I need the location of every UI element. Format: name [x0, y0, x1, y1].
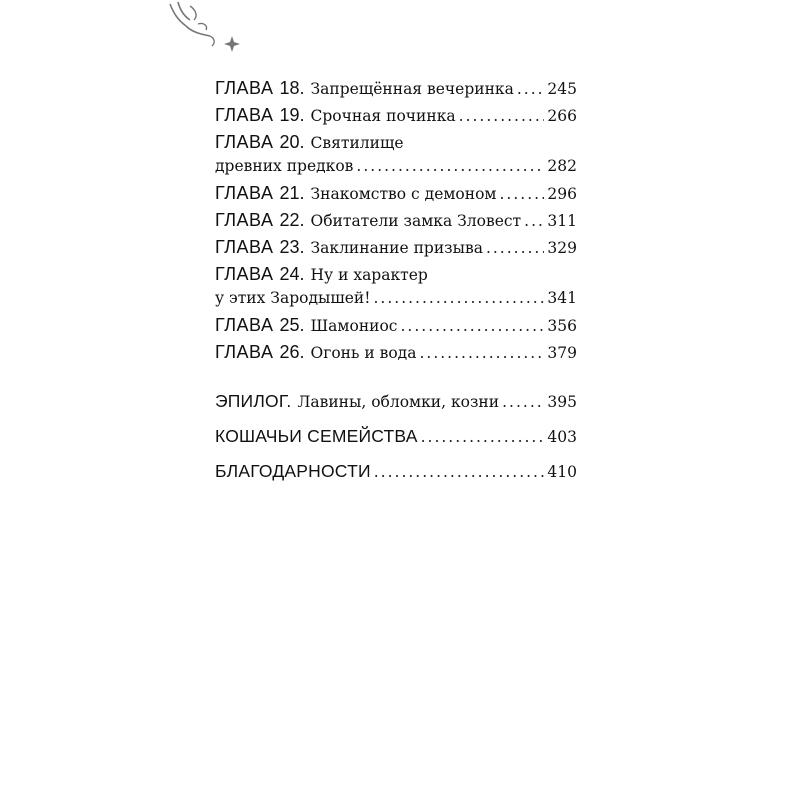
page-number: 296: [547, 185, 577, 203]
toc-chapter-entry: [215, 235, 577, 262]
chapter-number: 19.: [279, 105, 305, 125]
chapter-title: Запрещённая вечеринка: [310, 80, 514, 98]
leader-dots: [401, 314, 545, 338]
page-number: 403: [547, 428, 577, 446]
chapter-word: ГЛАВА: [215, 264, 274, 284]
toc-chapter-entry: [215, 181, 577, 208]
page-number: 379: [547, 344, 577, 362]
leader-dots: [356, 154, 544, 178]
section-subtitle: Лавины, обломки, козни: [297, 393, 500, 411]
chapter-word: ГЛАВА: [215, 183, 274, 203]
page-number: 341: [547, 289, 577, 307]
toc-section-entry: [215, 459, 577, 494]
chapter-title: у этих Зародышей!: [215, 289, 371, 307]
leader-dots: [517, 77, 545, 101]
page-number: 245: [547, 80, 577, 98]
chapter-word: ГЛАВА: [215, 210, 274, 230]
page-number: 282: [547, 157, 577, 175]
page-number: 395: [547, 393, 577, 411]
toc-section-entry: [215, 389, 577, 424]
chapter-word: ГЛАВА: [215, 342, 274, 362]
page-number: 266: [547, 107, 577, 125]
chapter-title-line: [215, 154, 577, 181]
chapter-word: ГЛАВА: [215, 315, 274, 335]
chapter-title: Шамониос: [310, 317, 398, 335]
toc-chapter-entry: [215, 130, 577, 181]
leader-dots: [419, 341, 544, 365]
toc-chapter-entry: [215, 262, 577, 313]
section-title: КОШАЧЬИ СЕМЕЙСТВА: [215, 426, 418, 446]
chapter-number: 18.: [279, 78, 305, 98]
toc-chapter-entry: [215, 103, 577, 130]
chapter-number: 25.: [279, 315, 305, 335]
leader-dots: [421, 425, 545, 449]
toc-chapter-entry: [215, 76, 577, 103]
section-title: ЭПИЛОГ.: [215, 391, 292, 411]
leader-dots: [373, 286, 544, 310]
leader-dots: [374, 460, 545, 484]
leader-dots: [502, 390, 544, 414]
chapter-title: Святилище: [310, 134, 404, 152]
chapter-title: Срочная починка: [310, 107, 456, 125]
chapter-number: 23.: [279, 237, 305, 257]
chapter-title: Знакомство с демоном: [310, 185, 497, 203]
chapter-word: ГЛАВА: [215, 105, 274, 125]
chapter-title: древних предков: [215, 157, 354, 175]
leader-dots: [459, 104, 545, 128]
chapter-word: ГЛАВА: [215, 237, 274, 257]
section-gap: [215, 367, 577, 389]
chapter-title-line: [215, 286, 577, 313]
floral-ornament-icon: [160, 0, 250, 60]
chapter-word: ГЛАВА: [215, 78, 274, 98]
chapter-number: 22.: [279, 210, 305, 230]
toc-chapter-entry: [215, 340, 577, 367]
chapter-title-line: [215, 262, 577, 286]
toc-section-entry: [215, 424, 577, 459]
table-of-contents: [215, 76, 577, 494]
chapter-title: Ну и характер: [310, 266, 428, 284]
chapter-title: Огонь и вода: [310, 344, 417, 362]
chapter-title: Обитатели замка Зловест: [310, 212, 522, 230]
leader-dots: [499, 182, 544, 206]
page-number: 329: [547, 239, 577, 257]
toc-chapter-entry: [215, 208, 577, 235]
chapter-number: 24.: [279, 264, 305, 284]
section-title: БЛАГОДАРНОСТИ: [215, 461, 371, 481]
chapter-word: ГЛАВА: [215, 132, 274, 152]
page-number: 410: [547, 463, 577, 481]
page-number: 356: [547, 317, 577, 335]
leader-dots: [486, 236, 544, 260]
page-number: 311: [547, 212, 577, 230]
leader-dots: [524, 209, 544, 233]
chapter-number: 20.: [279, 132, 305, 152]
chapter-number: 21.: [279, 183, 305, 203]
chapter-title-line: [215, 130, 577, 154]
chapter-number: 26.: [279, 342, 305, 362]
toc-chapter-entry: [215, 313, 577, 340]
chapter-title: Заклинание призыва: [310, 239, 483, 257]
